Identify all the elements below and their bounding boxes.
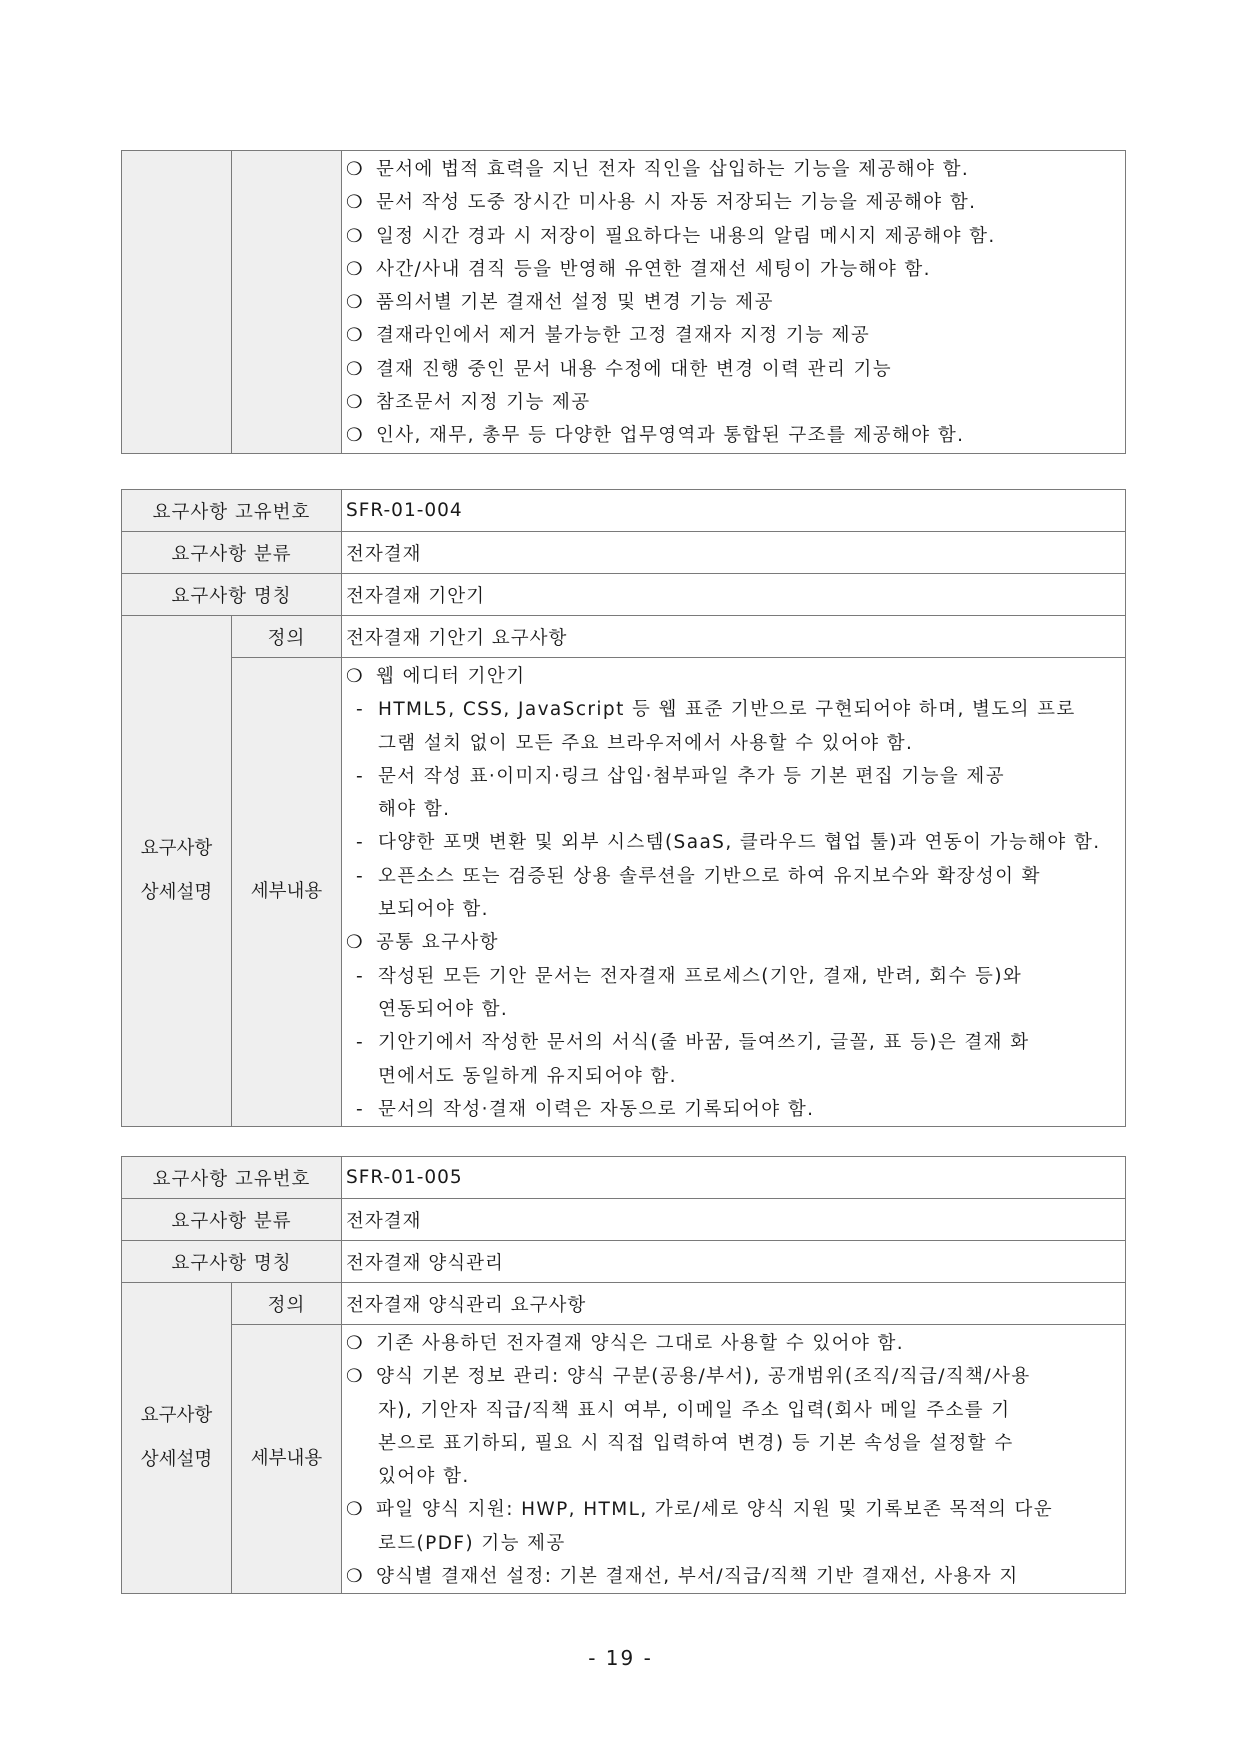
continued-line — [346, 1394, 1121, 1427]
bullet-item — [346, 220, 1121, 253]
circle-bullet-icon: ❍ — [346, 1333, 365, 1354]
continuation-content — [342, 151, 1126, 454]
dash-marker: - — [356, 1098, 365, 1120]
category-value: 전자결재 — [342, 1199, 1126, 1241]
line-text: 해야 함. — [378, 799, 451, 821]
line-text: 참조문서 지정 기능 제공 — [376, 392, 591, 414]
name-label: 요구사항 명칭 — [122, 1241, 342, 1283]
bullet-item — [346, 1493, 1121, 1526]
definition-label: 정의 — [232, 1283, 342, 1325]
continued-line — [346, 727, 1121, 760]
line-text: 본으로 표기하되, 필요 시 직접 입력하여 변경) 등 기본 속성을 설정할 수 — [378, 1432, 1014, 1454]
detail-label — [122, 616, 232, 1127]
definition-value: 전자결재 양식관리 요구사항 — [342, 1283, 1126, 1325]
category-label: 요구사항 분류 — [122, 532, 342, 574]
circle-bullet-icon: ❍ — [346, 425, 364, 447]
detail-label — [122, 1283, 232, 1594]
name-label: 요구사항 명칭 — [122, 574, 342, 616]
empty-label-cell — [122, 151, 232, 454]
dash-marker: - — [356, 832, 365, 854]
line-text: 있어야 함. — [378, 1466, 470, 1488]
bullet-item — [346, 660, 1121, 693]
line-text: 파일 양식 지원: HWP, HTML, 가로/세로 양식 지원 및 기록보존 목적의 다운 — [376, 1499, 1054, 1521]
bullet-item — [346, 1360, 1121, 1393]
continued-line — [346, 793, 1121, 826]
bullet-item — [346, 386, 1121, 419]
line-text: 일정 시간 경과 시 저장이 필요하다는 내용의 알림 메시지 제공해야 함. — [376, 225, 996, 247]
circle-bullet-icon: ❍ — [346, 392, 364, 414]
requirement-table-005 — [121, 1156, 1126, 1594]
detail-sub-label: 세부내용 — [232, 1325, 342, 1594]
circle-bullet-icon: ❍ — [346, 1499, 365, 1521]
circle-bullet-icon: ❍ — [346, 1566, 365, 1588]
continued-line — [346, 1527, 1121, 1560]
line-text: 인사, 재무, 총무 등 다양한 업무영역과 통합된 구조를 제공해야 함. — [376, 425, 965, 447]
line-text: 로드(PDF) 기능 제공 — [378, 1532, 566, 1554]
bullet-item — [346, 1327, 1121, 1360]
bullet-item — [346, 353, 1121, 386]
id-label: 요구사항 고유번호 — [122, 490, 342, 532]
line-text: 보되어야 함. — [378, 899, 489, 921]
continued-line — [346, 1060, 1121, 1093]
detail-label-bottom: 상세설명 — [140, 882, 213, 904]
circle-bullet-icon: ❍ — [346, 192, 364, 214]
detail-sub-label: 세부내용 — [232, 658, 342, 1127]
circle-bullet-icon: ❍ — [346, 325, 364, 347]
definition-value: 전자결재 기안기 요구사항 — [342, 616, 1126, 658]
dash-marker: - — [356, 1032, 365, 1054]
dash-item — [346, 960, 1121, 993]
line-text: 자), 기안자 직급/직책 표시 여부, 이메일 주소 입력(회사 메일 주소를 기 — [378, 1399, 1011, 1421]
circle-bullet-icon: ❍ — [346, 258, 364, 280]
dash-marker: - — [356, 965, 365, 987]
category-label: 요구사항 분류 — [122, 1199, 342, 1241]
bullet-item — [346, 419, 1121, 452]
continued-line — [346, 1427, 1121, 1460]
line-text: HTML5, CSS, JavaScript 등 웹 표준 기반으로 구현되어야 하며, 별도의 프로 — [378, 699, 1076, 721]
detail-label-bottom: 상세설명 — [140, 1449, 213, 1471]
circle-bullet-icon: ❍ — [346, 159, 364, 180]
circle-bullet-icon: ❍ — [346, 225, 364, 247]
id-value: SFR-01-005 — [342, 1157, 1126, 1199]
dash-item — [346, 860, 1121, 893]
detail-label-top: 요구사항 — [140, 1405, 213, 1427]
line-text: 기존 사용하던 전자결재 양식은 그대로 사용할 수 있어야 함. — [376, 1333, 905, 1354]
bullet-item — [346, 186, 1121, 219]
definition-label: 정의 — [232, 616, 342, 658]
circle-bullet-icon: ❍ — [346, 358, 364, 380]
bullet-item — [346, 286, 1121, 319]
page-number: - 19 - — [588, 1646, 653, 1670]
line-text: 결재 진행 중인 문서 내용 수정에 대한 변경 이력 관리 기능 — [376, 358, 893, 380]
bullet-item — [346, 253, 1121, 286]
requirement-table-004 — [121, 489, 1126, 1127]
continued-line — [346, 893, 1121, 926]
continued-line — [346, 1460, 1121, 1493]
dash-item — [346, 760, 1121, 793]
dash-item — [346, 1026, 1121, 1059]
dash-item — [346, 826, 1121, 859]
line-text: 그램 설치 없이 모든 주요 브라우저에서 사용할 수 있어야 함. — [378, 732, 914, 754]
line-text: 면에서도 동일하게 유지되어야 함. — [378, 1065, 677, 1087]
name-value: 전자결재 양식관리 — [342, 1241, 1126, 1283]
id-value: SFR-01-004 — [342, 490, 1126, 532]
category-value: 전자결재 — [342, 532, 1126, 574]
circle-bullet-icon: ❍ — [346, 1366, 365, 1388]
line-text: 다양한 포맷 변환 및 외부 시스템(SaaS, 클라우드 협업 툴)과 연동이 가능해야 함. — [378, 832, 1101, 854]
id-label: 요구사항 고유번호 — [122, 1157, 342, 1199]
line-text: 웹 에디터 기안기 — [376, 666, 526, 687]
line-text: 기안기에서 작성한 문서의 서식(줄 바꿈, 들여쓰기, 글꼴, 표 등)은 결재 화 — [378, 1032, 1030, 1054]
line-text: 작성된 모든 기안 문서는 전자결재 프로세스(기안, 결재, 반려, 회수 등)와 — [378, 965, 1023, 987]
dash-marker: - — [356, 699, 365, 721]
line-text: 문서의 작성·결재 이력은 자동으로 기록되어야 함. — [378, 1098, 815, 1120]
line-text: 양식 기본 정보 관리: 양식 구분(공용/부서), 공개범위(조직/직급/직책/사용 — [376, 1366, 1031, 1388]
line-text: 문서 작성 도중 장시간 미사용 시 자동 저장되는 기능을 제공해야 함. — [376, 192, 977, 214]
line-text: 공통 요구사항 — [376, 932, 499, 954]
name-value: 전자결재 기안기 — [342, 574, 1126, 616]
line-text: 연동되어야 함. — [378, 998, 509, 1020]
bullet-item — [346, 153, 1121, 186]
circle-bullet-icon: ❍ — [346, 932, 365, 954]
bullet-item — [346, 926, 1121, 959]
content-lines — [346, 660, 1121, 1126]
dash-item — [346, 1093, 1121, 1126]
line-text: 품의서별 기본 결재선 설정 및 변경 기능 제공 — [376, 292, 774, 314]
line-text: 사간/사내 겸직 등을 반영해 유연한 결재선 세팅이 가능해야 함. — [376, 258, 931, 280]
content-lines — [346, 1327, 1121, 1593]
line-text: 문서 작성 표·이미지·링크 삽입·첨부파일 추가 등 기본 편집 기능을 제공 — [378, 765, 1005, 787]
line-text: 양식별 결재선 설정: 기본 결재선, 부서/직급/직책 기반 결재선, 사용자 지 — [376, 1566, 1019, 1588]
dash-item — [346, 693, 1121, 726]
bullet-item — [346, 1560, 1121, 1593]
line-text: 결재라인에서 제거 불가능한 고정 결재자 지정 기능 제공 — [376, 325, 871, 347]
detail-content — [342, 1325, 1126, 1594]
line-text: 문서에 법적 효력을 지닌 전자 직인을 삽입하는 기능을 제공해야 함. — [376, 159, 970, 180]
detail-content — [342, 658, 1126, 1127]
circle-bullet-icon: ❍ — [346, 292, 364, 314]
bullet-item — [346, 319, 1121, 352]
circle-bullet-icon: ❍ — [346, 666, 365, 687]
continued-line — [346, 993, 1121, 1026]
continuation-table — [121, 150, 1126, 454]
dash-marker: - — [356, 765, 365, 787]
empty-sub-cell — [232, 151, 342, 454]
detail-label-top: 요구사항 — [140, 838, 213, 860]
dash-marker: - — [356, 865, 365, 887]
content-lines — [346, 153, 1121, 453]
line-text: 오픈소스 또는 검증된 상용 솔루션을 기반으로 하여 유지보수와 확장성이 확 — [378, 865, 1041, 887]
